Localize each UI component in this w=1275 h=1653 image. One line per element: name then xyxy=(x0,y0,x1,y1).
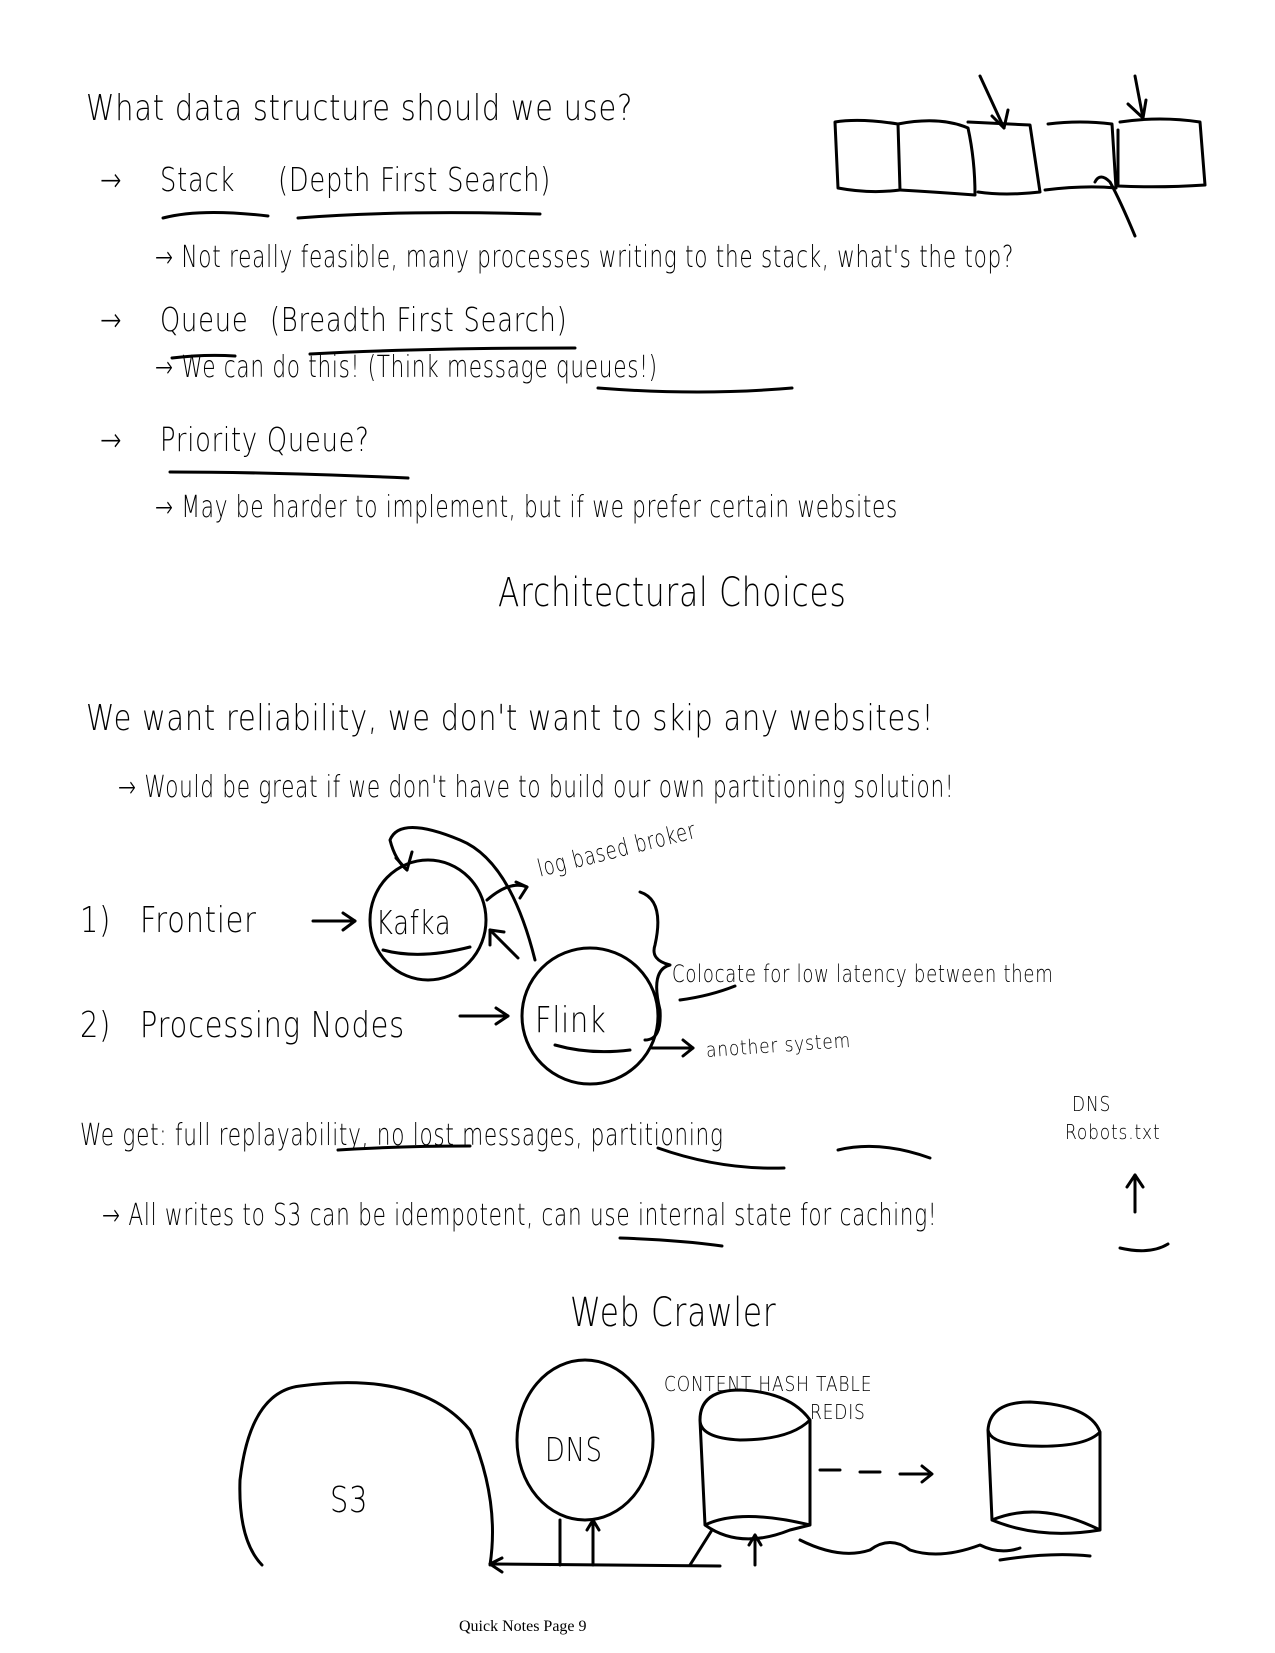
s3-shape xyxy=(240,1383,493,1565)
flink-output-note: another system xyxy=(705,1027,852,1062)
option-priority-arrow: → xyxy=(100,420,123,459)
underline-partitioning xyxy=(838,1146,930,1158)
idempotent-prefix: → All writes to S3 can be xyxy=(102,1198,395,1233)
reliability-line: We want reliability, we don't want to skip any websites! xyxy=(86,698,935,739)
benefits-prefix: We get: full xyxy=(80,1118,219,1153)
underline-stack xyxy=(163,212,268,218)
architecture-heading: Architectural Choices xyxy=(498,570,847,616)
option-queue-note xyxy=(155,350,658,385)
benefit-replayability: replayability xyxy=(218,1118,362,1153)
component-frontier-index: 1) xyxy=(80,900,112,941)
option-queue-detail: (Breadth First Search) xyxy=(270,300,568,339)
component-frontier-label: Frontier xyxy=(140,900,257,941)
underline-message-queues xyxy=(598,388,792,392)
content-hash-cylinder xyxy=(700,1390,810,1539)
underline-priority xyxy=(170,472,408,478)
benefit-no-lost-messages: no lost messages xyxy=(376,1118,576,1153)
underline-kafka xyxy=(383,947,470,954)
content-hash-table-label: CONTENT HASH TABLE xyxy=(664,1372,873,1396)
idempotent-suffix: ! xyxy=(927,1198,938,1233)
queue-note-underlined: message queues xyxy=(446,350,640,385)
queue-note-suffix: !) xyxy=(639,350,658,385)
colocate-brace xyxy=(640,892,670,1040)
kafka-label: Kafka xyxy=(376,903,452,942)
redis-label: REDIS xyxy=(810,1400,866,1424)
side-note-robots: Robots.txt xyxy=(1065,1120,1161,1144)
option-priority-name: Priority Queue? xyxy=(160,420,370,459)
idempotent-line xyxy=(102,1198,937,1233)
dns-label: DNS xyxy=(545,1430,603,1469)
underline-flink xyxy=(555,1045,630,1052)
option-stack-arrow: → xyxy=(100,160,123,199)
option-stack-name: Stack xyxy=(160,160,236,199)
kafka-note: log based broker xyxy=(534,816,699,883)
queue-note-prefix: → We can do this! (Think xyxy=(155,350,447,385)
s3-label: S3 xyxy=(330,1480,369,1521)
idempotent-mid: , can use internal state for xyxy=(526,1198,840,1233)
question-heading: What data structure should we use? xyxy=(86,88,634,129)
option-queue-arrow: → xyxy=(100,300,123,339)
partitioning-line: → Would be great if we don't have to build our own partitioning solution! xyxy=(118,770,955,805)
benefit-partitioning: partitioning xyxy=(590,1118,724,1153)
idempotent-word: idempotent xyxy=(394,1198,527,1233)
component-processing-index: 2) xyxy=(80,1005,112,1046)
colocate-note: Colocate for low latency between them xyxy=(672,960,1054,988)
option-stack-detail: (Depth First Search) xyxy=(278,160,552,199)
option-priority-note: → May be harder to implement, but if we prefer certain websites xyxy=(155,490,899,525)
page-footer: Quick Notes Page 9 xyxy=(459,1618,587,1635)
underline-idempotent xyxy=(620,1238,722,1246)
stack-boxes-diagram xyxy=(835,76,1205,236)
flink-label: Flink xyxy=(535,1000,607,1041)
replica-cylinder xyxy=(988,1402,1100,1533)
underline-dfs xyxy=(298,213,540,218)
web-crawler-heading: Web Crawler xyxy=(570,1290,777,1336)
caching-word: caching xyxy=(839,1198,928,1233)
underline-colocate xyxy=(680,986,735,1000)
component-processing-label: Processing Nodes xyxy=(140,1005,405,1046)
side-note-dns: DNS xyxy=(1072,1092,1112,1116)
option-queue-name: Queue xyxy=(160,300,249,339)
option-stack-note: → Not really feasible, many processes writing to the stack, what's the top? xyxy=(155,240,1015,275)
benefits-line: We get: full replayability, no lost messages, partitioning xyxy=(80,1118,724,1153)
underline-caching xyxy=(1120,1244,1168,1251)
